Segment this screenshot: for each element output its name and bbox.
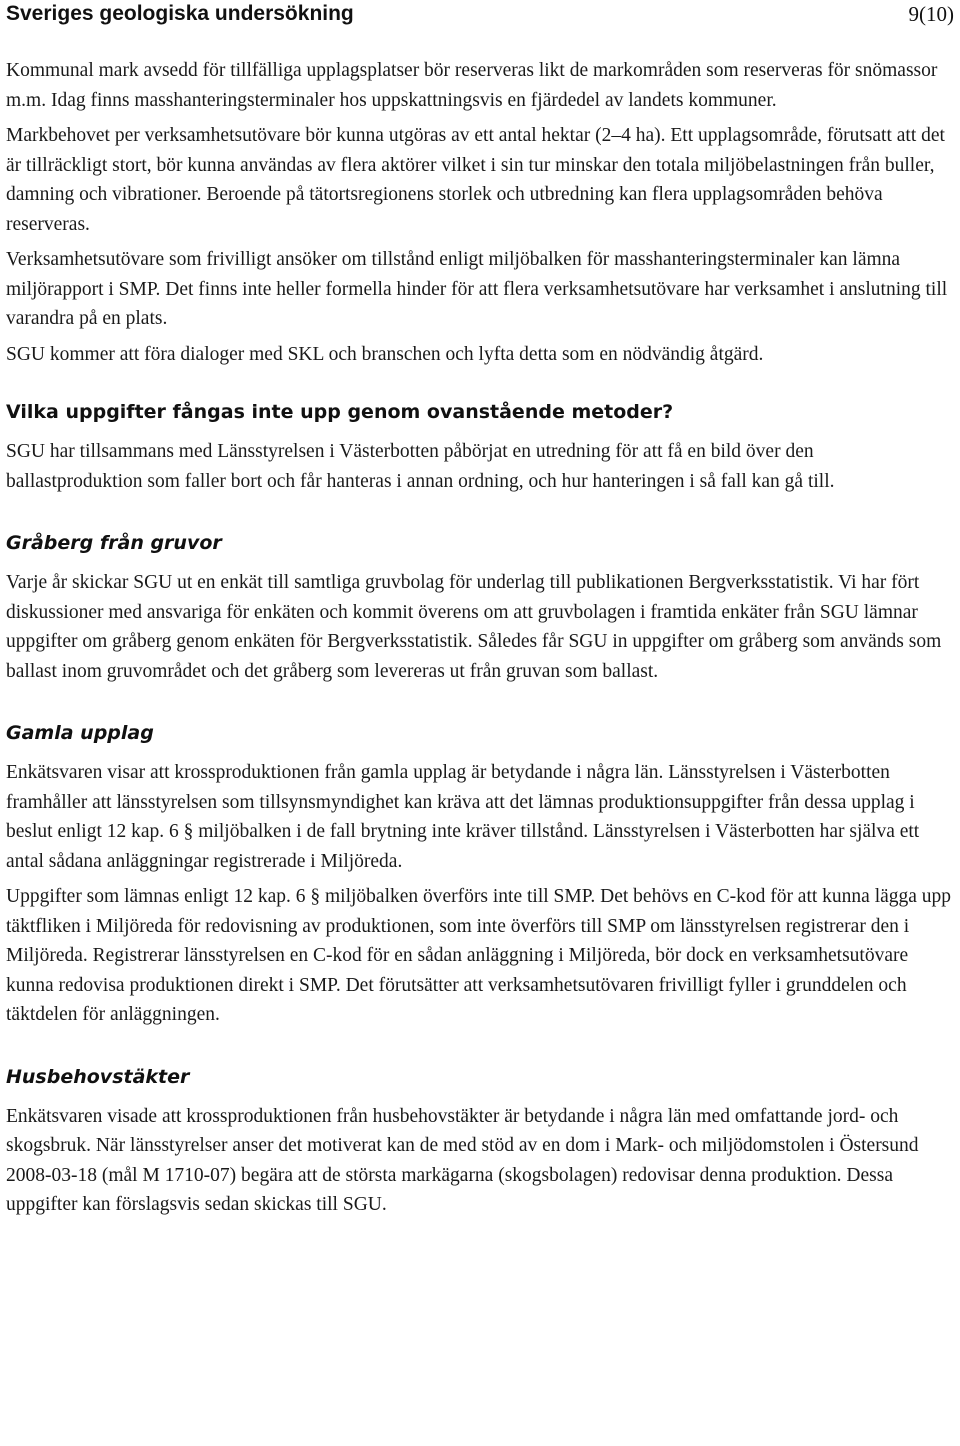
paragraph-graberg: Varje år skickar SGU ut en enkät till samtliga gruvbolag för underlag till publikationen Bergverksstatistik. Vi har fört diskussioner med ansvariga för enkäten och kommit överens om att gruvbolagen i framtida enkäter från SGU lämnar uppgifter om gråberg genom enkäten för Bergverksstatistik. Således får SGU in uppgifter om gråberg som används som ballast inom gruvområdet och det gråberg som levereras ut från gruvan som ballast. — [6, 572, 942, 682]
paragraph-operators: Verksamhetsutövare som frivilligt ansöker om tillstånd enligt miljöbalken för masshanteringsterminaler kan lämna miljörapport i SMP. Det finns inte heller formella hinder för att flera verksamhetsutövare har verksamhet i anslutning till varandra på en plats. — [6, 249, 948, 329]
paragraph-municipal-land: Kommunal mark avsedd för tillfälliga upplagsplatser bör reserveras likt de markområden som reserveras för snömassor m.m. Idag finns masshanteringsterminaler hos uppskattningsvis en fjärdedel av landets kommuner. — [6, 60, 938, 111]
paragraph-question: SGU har tillsammans med Länsstyrelsen i Västerbotten påbörjat en utredning för att få en bild över den ballastproduktion som faller bort och får hanteras i annan ordning, och hur hanteringen i så fall kan gå till. — [6, 441, 835, 492]
paragraph-gamla-upplag-1: Enkätsvaren visar att krossproduktionen från gamla upplag är betydande i några län. Länsstyrelsen i Västerbotten framhåller att länsstyrelsen som tillsynsmyndighet kan kräva att det lämnas produktionsuppgifter från dessa upplag i beslut enligt 12 kap. 6 § miljöbalken i de fall brytning inte kräver tillstånd. Länsstyrelsen i Västerbotten har själva ett antal sådana anläggningar registrerade i Miljöreda. — [6, 762, 920, 872]
heading-husbehovstakter: Husbehovstäkter — [6, 1065, 190, 1088]
organization-name: Sveriges geologiska undersökning — [6, 2, 354, 25]
paragraph-land-demand: Markbehovet per verksamhetsutövare bör kunna utgöras av ett antal hektar (2–4 ha). Ett upplagsområde, förutsatt att det är tillräckligt stort, bör kunna användas av flera aktörer vilket i sin tur minskar den totala miljöbelastningen från buller, damning och vibrationer. Beroende på tätortsregionens storlek och utbredning kan flera upplagsområden behöva reserveras. — [6, 125, 945, 235]
document-body — [6, 56, 954, 1220]
page-number: 9(10) — [908, 2, 954, 26]
page-header — [6, 0, 954, 30]
heading-question: Vilka uppgifter fångas inte upp genom ovanstående metoder? — [6, 401, 674, 423]
heading-gamla-upplag: Gamla upplag — [6, 722, 154, 744]
paragraph-gamla-upplag-2: Uppgifter som lämnas enligt 12 kap. 6 § miljöbalken överförs inte till SMP. Det behövs en C-kod för att kunna lägga upp täktfliken i Miljöreda för redovisning av produktionen, som inte överförs till SMP om länsstyrelsen registrerar den i Miljöreda. Registrerar länsstyrelsen en C-kod för en sådan anläggning i Miljöreda, bör dock en verksamhetsutövare kunna redovisa produktionen direkt i SMP. Det förutsätter att verksamhetsutövaren frivilligt fyller i grunddelen och täktdelen för anläggningen. — [6, 886, 952, 1025]
paragraph-husbehovstakter: Enkätsvaren visade att krossproduktionen från husbehovstäkter är betydande i några län med omfattande jord- och skogsbruk. När länsstyrelser anser det motiverat kan de med stöd av en dom i Mark- och miljödomstolen i Östersund 2008-03-18 (mål M 1710-07) begära att de största markägarna (skogsbolagen) redovisar denna produktion. Dessa uppgifter kan förslagsvis sedan skickas till SGU. — [6, 1105, 919, 1215]
heading-graberg: Gråberg från gruvor — [6, 532, 222, 554]
paragraph-sgu-dialog: SGU kommer att föra dialoger med SKL och branschen och lyfta detta som en nödvändig åtgärd. — [6, 343, 764, 365]
